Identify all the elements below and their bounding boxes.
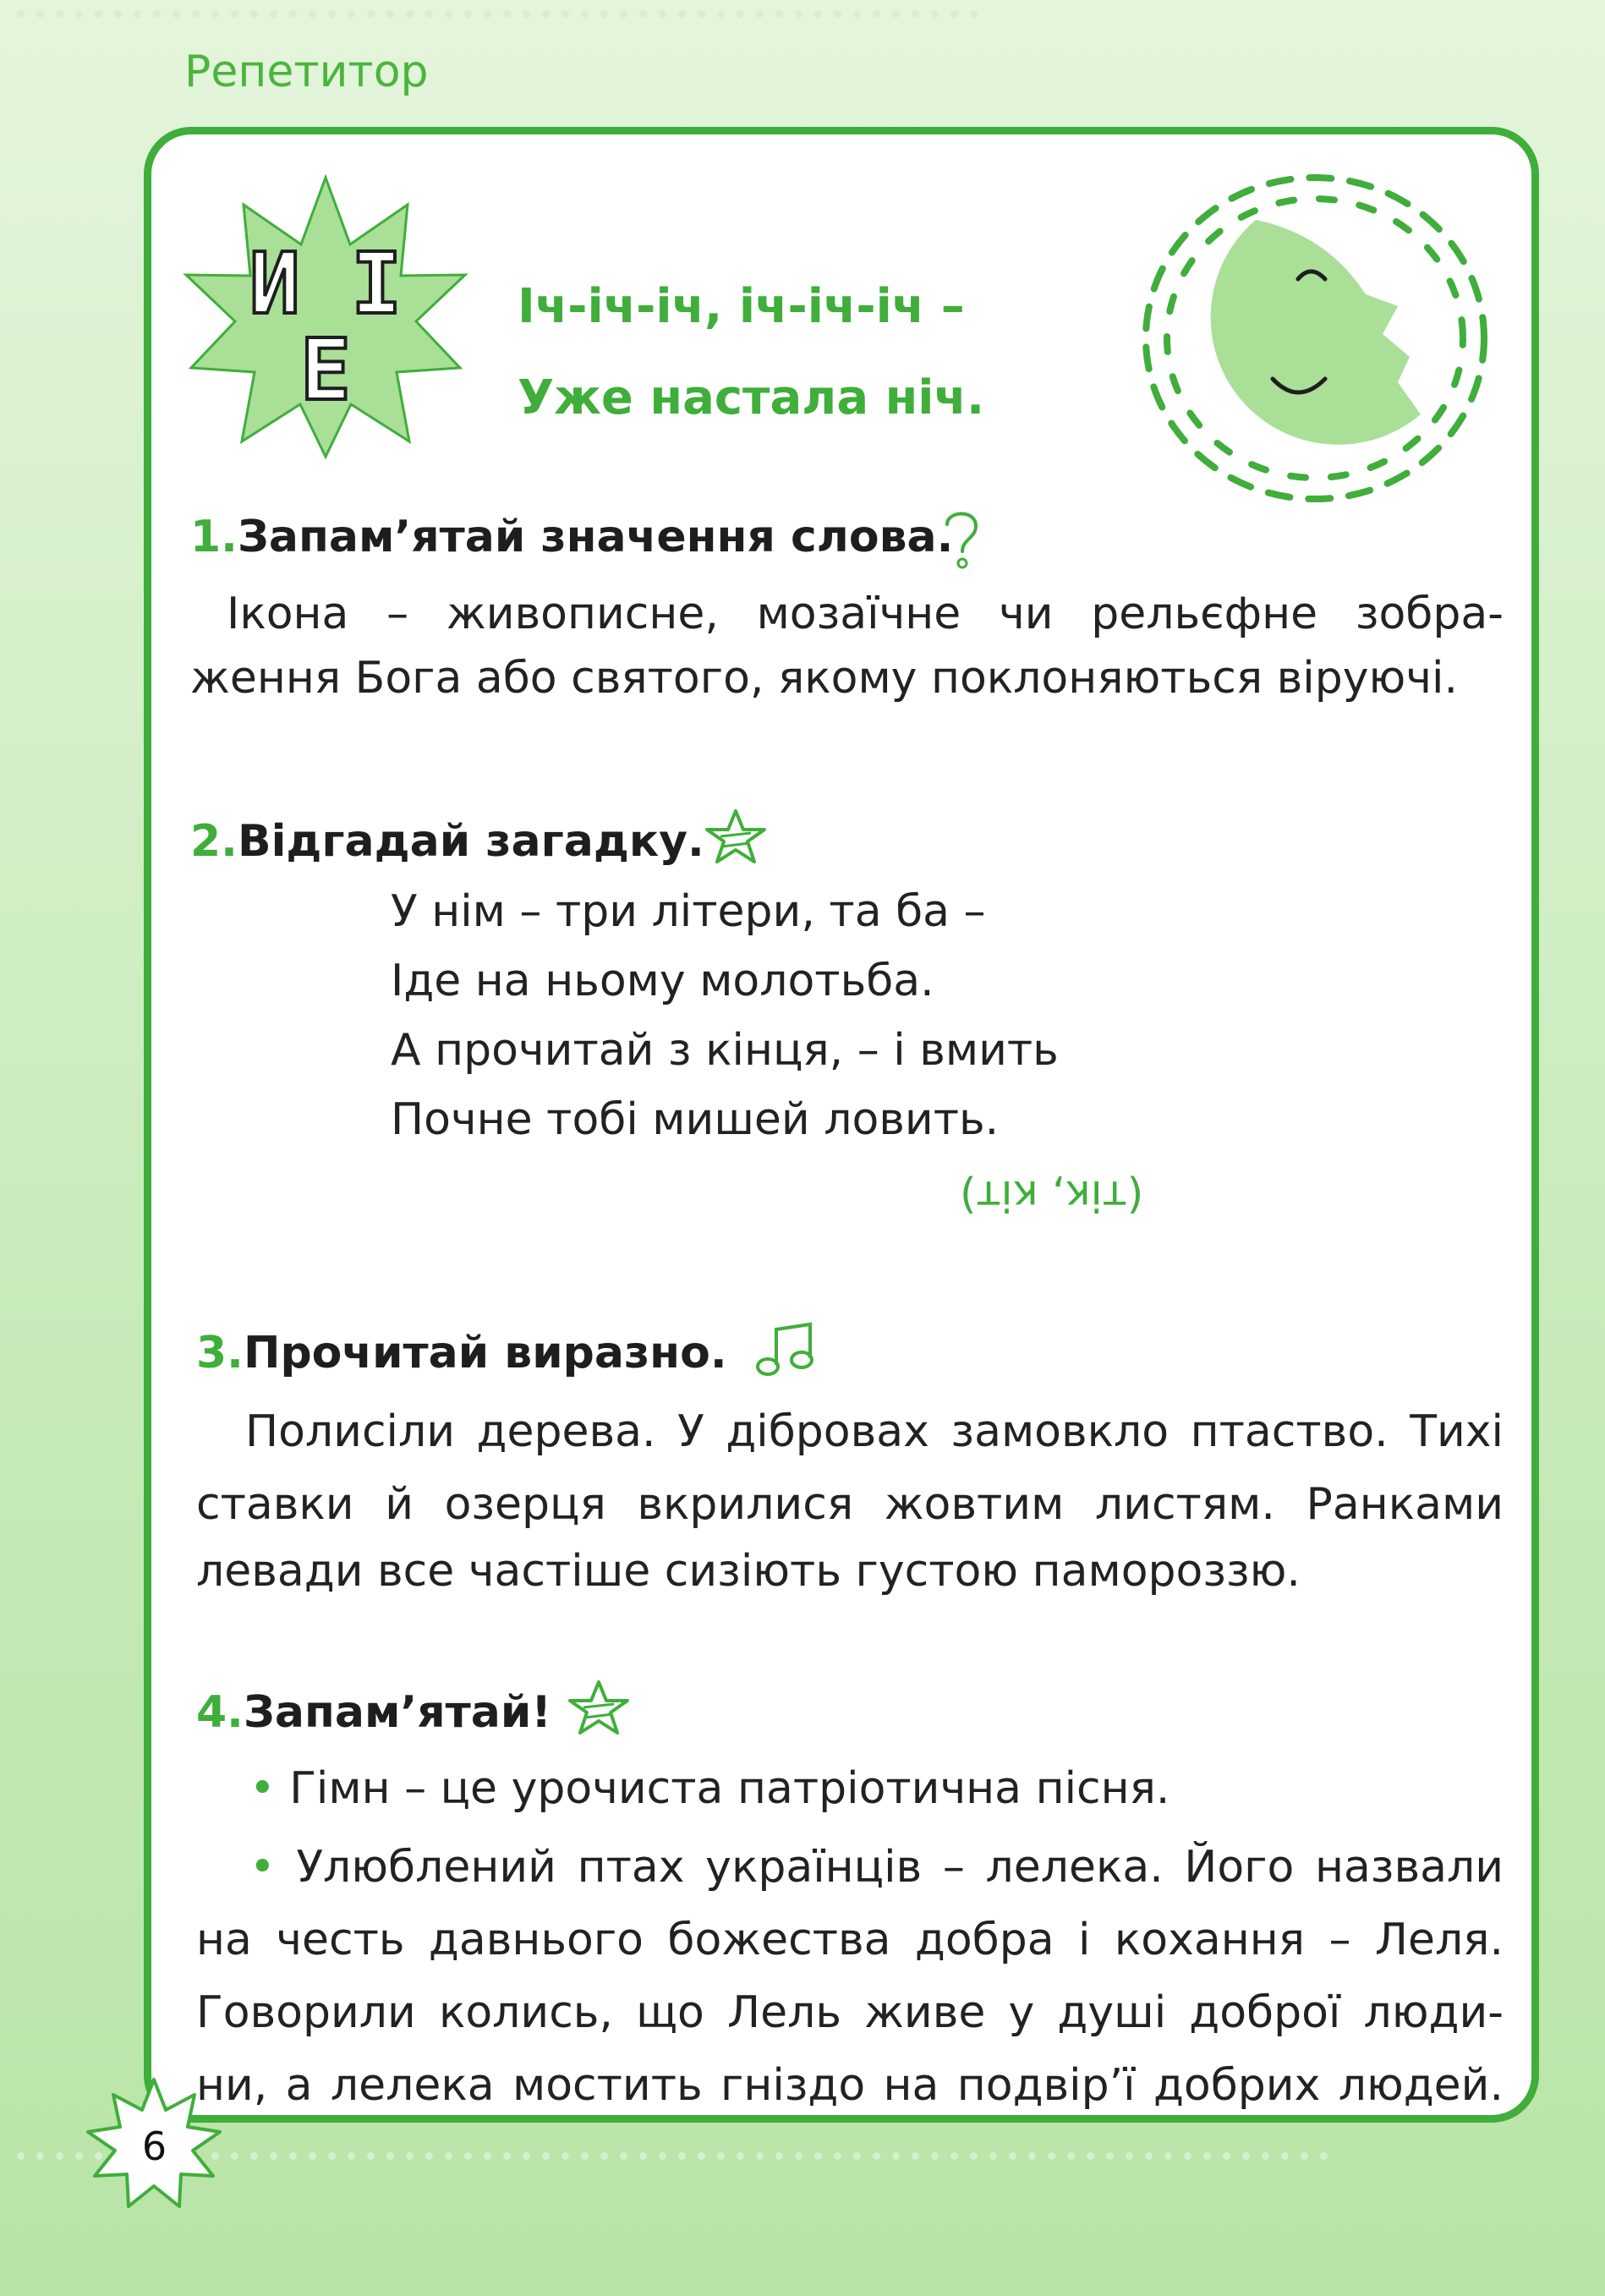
section-title-text: Запам’ятай! (243, 1687, 552, 1738)
section-number: 3. (196, 1328, 244, 1378)
section-4-title (196, 1687, 551, 1738)
section-3-line: Полисіли дерева. У дібровах замовкло птаство. Тихі (245, 1406, 1504, 1457)
star-icon (702, 808, 770, 867)
bullet-text: Гімн – це урочиста патріотична пісня. (289, 1763, 1170, 1814)
riddle-line: А прочитай з кінця, – і вмить (391, 1025, 1059, 1076)
riddle-line: Почне тобі мишей ловить. (391, 1094, 1000, 1145)
section-number: 2. (190, 816, 238, 867)
motto-line-2: Уже настала ніч. (518, 370, 985, 425)
section-1-line: Ікона – живописне, мозаїчне чи рельєфне зобра- (227, 589, 1504, 639)
section-number: 4. (196, 1687, 244, 1738)
riddle-answer: (тік, кіт) (960, 1171, 1144, 1220)
motto-line-1: Іч-іч-іч, іч-іч-іч – (518, 279, 965, 334)
badge-letter-bottom: Е (299, 321, 352, 419)
letter-star-badge (178, 169, 474, 465)
question-icon (939, 506, 984, 572)
page-number: 6 (141, 2123, 167, 2169)
bullet-item (249, 1763, 1170, 1814)
riddle-line: Іде на ньому молотьба. (391, 956, 934, 1006)
badge-letters-top: И І (249, 234, 403, 333)
header-title: Репетитор (184, 47, 429, 97)
riddle-line: У нім – три літери, та ба – (391, 886, 986, 937)
section-3-line: ставки й озерця вкрилися жовтим листям. Ранками (196, 1479, 1504, 1530)
top-dots-decoration (17, 10, 978, 22)
section-4-line: на честь давнього божества добра і кохання – Леля. (196, 1915, 1504, 1965)
section-title-text: Прочитай виразно. (243, 1328, 727, 1378)
bullet-text: Улюблений птах українців – лелека. Його назвали (296, 1842, 1504, 1893)
section-title-text: Відгадай загадку. (237, 816, 704, 867)
section-4-line: ни, а лелека мостить гніздо на подвір’ї добрих людей. (196, 2060, 1504, 2111)
section-2-title (190, 816, 704, 867)
section-1-line: ження Бога або святого, якому поклоняються віруючі. (190, 653, 1458, 704)
section-1-title (190, 512, 953, 562)
bullet-item (249, 1831, 1504, 1904)
section-number: 1. (190, 512, 238, 562)
music-note-icon (751, 1319, 819, 1380)
bullet-icon: • (249, 1763, 276, 1814)
section-3-title (196, 1328, 727, 1378)
crescent-moon-icon (1211, 220, 1421, 445)
section-3-line: левади все частіше сизіють густою памороззю. (196, 1546, 1301, 1597)
section-4-line: Говорили колись, що Лель живе у душі доброї люди- (196, 1987, 1504, 2038)
section-title-text: Запам’ятай значення слова. (237, 512, 954, 562)
bullet-icon: • (249, 1842, 276, 1893)
moon-illustration (1129, 161, 1501, 516)
star-icon (565, 1679, 633, 1738)
